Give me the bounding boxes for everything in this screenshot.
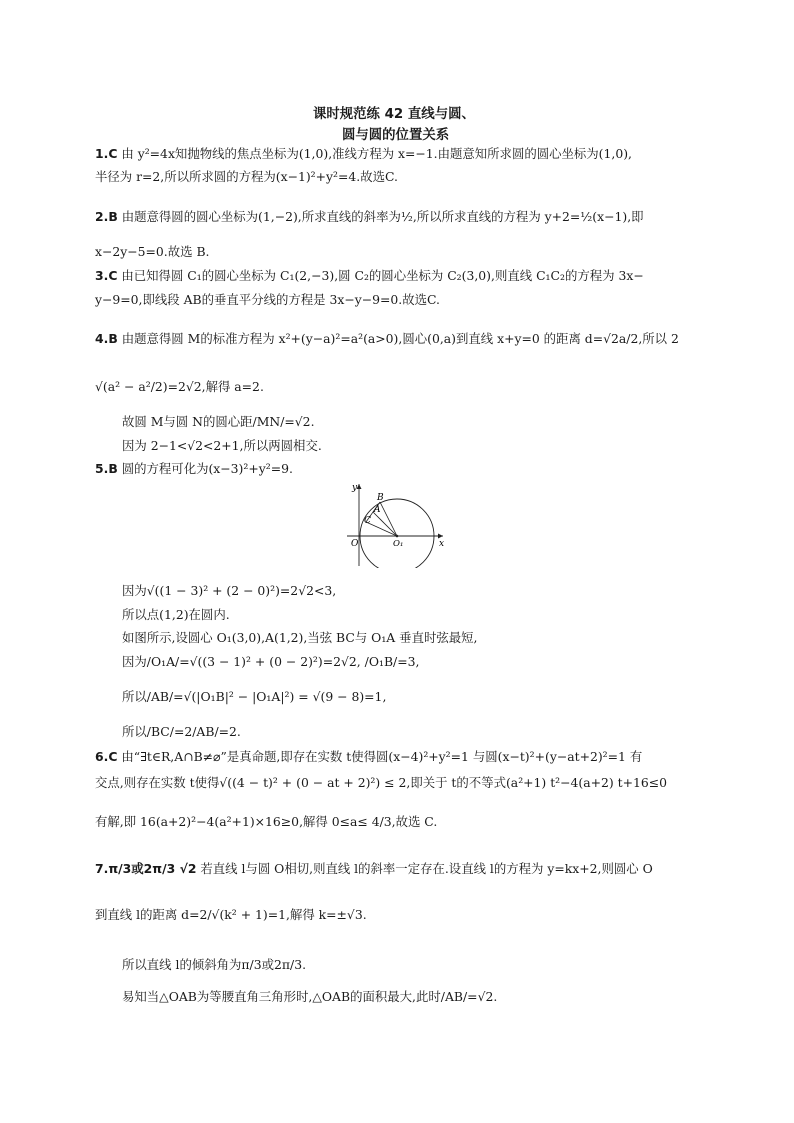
label-b: B: [377, 493, 384, 503]
solution-text: 由已知得圆 C₁的圆心坐标为 C₁(2,−3),圆 C₂的圆心坐标为 C₂(3,0),则直线 C₁C₂的方程为 3x−: [117, 268, 644, 283]
solution-4-line-4: 因为 2−1<√2<2+1,所以两圆相交.: [122, 438, 322, 453]
title-line-1: 课时规范练 42 直线与圆、: [313, 107, 475, 122]
solution-5-line-2: 因为√((1 − 3)² + (2 − 0)²)=2√2<3,: [122, 583, 337, 598]
item-number: 2.: [95, 209, 109, 224]
x-axis-arrow: [438, 534, 443, 539]
item-number: 6.: [95, 749, 109, 764]
solution-1-line-2: 半径为 r=2,所以所求圆的方程为(x−1)²+y²=4.故选C.: [95, 169, 398, 184]
label-y: y: [352, 483, 358, 493]
segment-o1b: [380, 502, 397, 536]
answer-choice: B: [108, 461, 118, 476]
point-o1: [396, 535, 399, 538]
solution-text: 由题意得圆 M的标准方程为 x²+(y−a)²=a²(a>0),圆心(0,a)到直线 x+y=0 的距离 d=√2a/2,所以 2: [117, 331, 679, 346]
item-number: 4.: [95, 331, 109, 346]
circle-figure: [343, 478, 448, 568]
solution-5-line-6: 所以/AB/=√(|O₁B|² − |O₁A|²) = √(9 − 8)=1,: [122, 689, 387, 704]
solution-4-line-3: 故圆 M与圆 N的圆心距/MN/=√2.: [122, 414, 315, 429]
solution-5-line-1: [95, 462, 293, 476]
solution-2-line-1: [95, 210, 644, 224]
label-a: A: [374, 505, 381, 515]
solution-7-line-2: 到直线 l的距离 d=2/√(k² + 1)=1,解得 k=±√3.: [95, 907, 367, 922]
solution-4-line-2: √(a² − a²/2)=2√2,解得 a=2.: [95, 379, 264, 394]
item-number: 3.: [95, 268, 109, 283]
label-o: O: [351, 539, 359, 549]
solution-text: 由“∃t∈R,A∩B≠⌀”是真命题,即存在实数 t使得圆(x−4)²+y²=1 与圆(x−t)²+(y−at+2)²=1 有: [117, 749, 643, 764]
solution-6-line-1: [95, 750, 642, 764]
answer-choice: C: [108, 146, 118, 161]
answer-choice: C: [108, 749, 118, 764]
solution-text: 由题意得圆的圆心坐标为(1,−2),所求直线的斜率为½,所以所求直线的方程为 y+2=½(x−1),即: [117, 209, 644, 224]
solution-1-line-1: [95, 147, 632, 161]
solution-text: 由 y²=4x知抛物线的焦点坐标为(1,0),准线方程为 x=−1.由题意知所求圆的圆心坐标为(1,0),: [117, 146, 632, 161]
solution-7-line-1: [95, 862, 653, 876]
y-axis-arrow: [357, 484, 362, 489]
solution-5-line-5: 因为/O₁A/=√((3 − 1)² + (0 − 2)²)=2√2, /O₁B/=3,: [122, 654, 420, 669]
title-line-2: 圆与圆的位置关系: [342, 128, 450, 143]
label-o1: O₁: [393, 539, 404, 549]
circle-o1: [360, 499, 434, 568]
solution-4-line-1: [95, 332, 679, 346]
solution-7-line-3: 所以直线 l的倾斜角为π/3或2π/3.: [122, 957, 307, 972]
item-number: 1.: [95, 146, 109, 161]
solution-7-line-4: 易知当△OAB为等腰直角三角形时,△OAB的面积最大,此时/AB/=√2.: [122, 989, 498, 1004]
segment-o1a: [373, 512, 397, 536]
answer-value: π/3或2π/3 √2: [108, 861, 197, 876]
answer-choice: B: [108, 331, 118, 346]
label-c: C: [364, 516, 371, 526]
solution-5-line-4: 如图所示,设圆心 O₁(3,0),A(1,2),当弦 BC与 O₁A 垂直时弦最短,: [122, 630, 478, 645]
answer-choice: B: [108, 209, 118, 224]
solution-text: 若直线 l与圆 O相切,则直线 l的斜率一定存在.设直线 l的方程为 y=kx+2,则圆心 O: [196, 861, 653, 876]
solution-5-line-7: 所以/BC/=2/AB/=2.: [122, 724, 241, 739]
answer-choice: C: [108, 268, 118, 283]
solution-6-line-3: 有解,即 16(a+2)²−4(a²+1)×16≥0,解得 0≤a≤ 4/3,故选 C.: [95, 814, 438, 829]
solution-text: 圆的方程可化为(x−3)²+y²=9.: [117, 461, 293, 476]
item-number: 5.: [95, 461, 109, 476]
item-number: 7.: [95, 861, 109, 876]
solution-2-line-2: x−2y−5=0.故选 B.: [95, 244, 210, 259]
solution-5-line-3: 所以点(1,2)在圆内.: [122, 607, 230, 622]
solution-6-line-2: 交点,则存在实数 t使得√((4 − t)² + (0 − at + 2)²) ≤ 2,即关于 t的不等式(a²+1) t²−4(a+2) t+16≤0: [95, 775, 668, 790]
solution-3-line-1: [95, 269, 644, 283]
label-x: x: [439, 539, 445, 549]
solution-3-line-2: y−9=0,即线段 AB的垂直平分线的方程是 3x−y−9=0.故选C.: [95, 292, 440, 307]
